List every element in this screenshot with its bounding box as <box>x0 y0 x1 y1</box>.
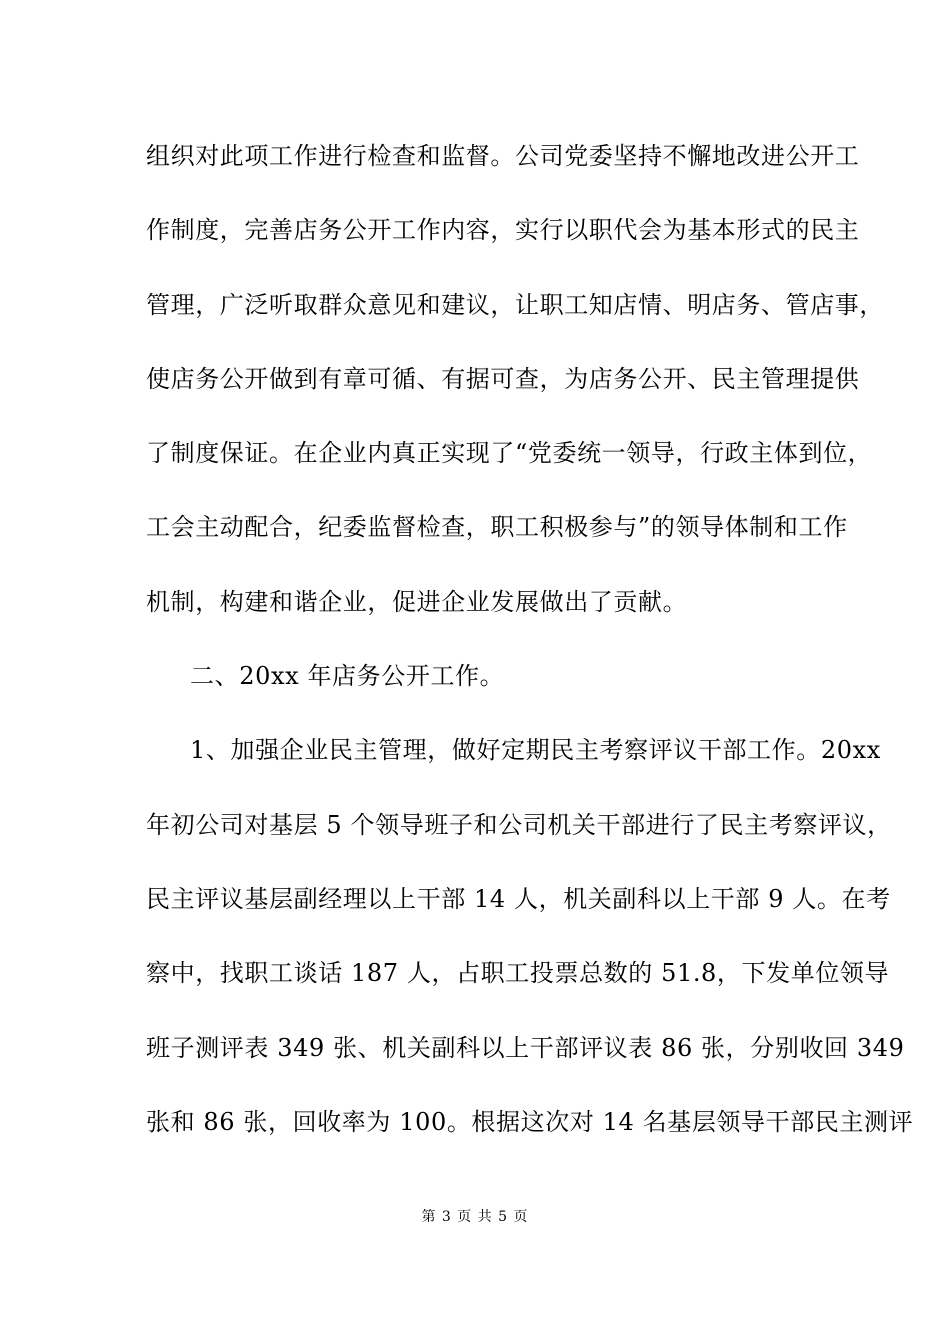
paragraph-line-12: 察中，找职工谈话 187 人，占职工投票总数的 51.8，下发单位领导 <box>146 959 890 987</box>
paragraph-line-13: 班子测评表 349 张、机关副科以上干部评议表 86 张，分别收回 349 <box>146 1034 905 1062</box>
paragraph-line-5: 了制度保证。在企业内真正实现了“党委统一领导，行政主体到位， <box>146 439 873 467</box>
paragraph-line-2: 作制度，完善店务公开工作内容，实行以职代会为基本形式的民主 <box>146 216 860 244</box>
page-number-footer: 第 3 页 共 5 页 <box>421 1209 529 1225</box>
paragraph-line-14: 张和 86 张，回收率为 100。根据这次对 14 名基层领导干部民主测评 <box>146 1108 914 1136</box>
paragraph-line-11: 民主评议基层副经理以上干部 14 人，机关副科以上干部 9 人。在考 <box>146 885 891 913</box>
paragraph-line-10: 年初公司对基层 5 个领导班子和公司机关干部进行了民主考察评议， <box>146 811 892 839</box>
paragraph-line-6: 工会主动配合，纪委监督检查，职工积极参与”的领导体制和工作 <box>146 513 848 541</box>
paragraph-line-7: 机制，构建和谐企业，促进企业发展做出了贡献。 <box>146 588 688 616</box>
section-heading: 二、20xx 年店务公开工作。 <box>190 662 505 690</box>
paragraph-line-9: 1、加强企业民主管理，做好定期民主考察评议干部工作。20xx <box>190 736 881 764</box>
paragraph-line-3: 管理，广泛听取群众意见和建议，让职工知店情、明店务、管店事， <box>146 291 884 319</box>
paragraph-line-1: 组织对此项工作进行检查和监督。公司党委坚持不懈地改进公开工 <box>146 142 860 170</box>
paragraph-line-4: 使店务公开做到有章可循、有据可查，为店务公开、民主管理提供 <box>146 365 860 393</box>
